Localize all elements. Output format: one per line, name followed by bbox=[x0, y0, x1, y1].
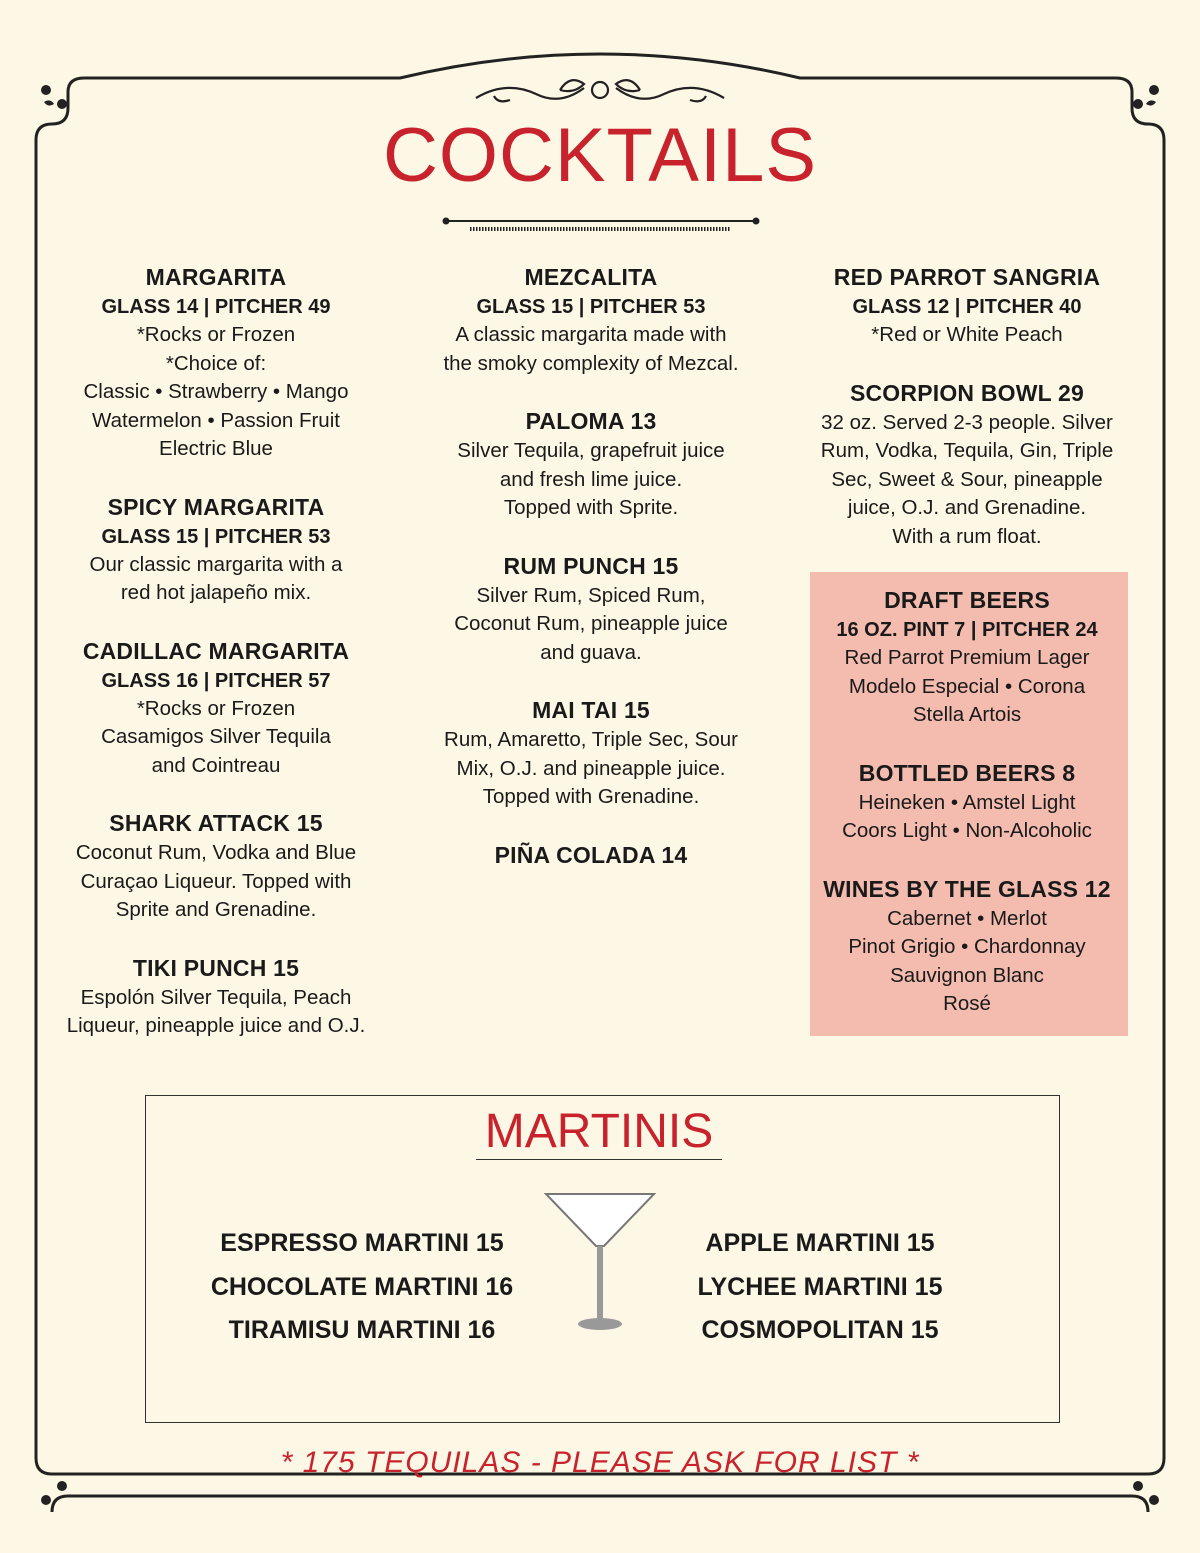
item-description: juice, O.J. and Grenadine. bbox=[847, 496, 1087, 519]
item-description: and guava. bbox=[540, 640, 642, 664]
item-description: With a rum float. bbox=[892, 524, 1042, 548]
menu-item bbox=[46, 492, 386, 608]
item-description: Stella Artois bbox=[912, 703, 1022, 726]
title-underline bbox=[443, 218, 759, 229]
menu-item bbox=[46, 636, 386, 781]
item-description: Liqueur, pineapple juice and O.J. bbox=[66, 1014, 366, 1037]
item-name: RED PARROT SANGRIA bbox=[833, 264, 1101, 290]
item-description: *Rocks or Frozen bbox=[136, 323, 296, 346]
beer-wine-list bbox=[797, 585, 1137, 1047]
page-title: COCKTAILS bbox=[382, 113, 818, 198]
item-name: SHARK ATTACK 15 bbox=[109, 810, 323, 836]
item-name: TIKI PUNCH 15 bbox=[132, 954, 300, 981]
martini-item: ESPRESSO MARTINI 15 bbox=[220, 1229, 504, 1257]
item-description: Sec, Sweet & Sour, pineapple bbox=[831, 467, 1103, 491]
item-name: DRAFT BEERS bbox=[884, 587, 1050, 613]
item-description: and Cointreau bbox=[151, 753, 281, 777]
martini-list-right bbox=[610, 1222, 1030, 1353]
item-description: Our classic margarita with a bbox=[89, 552, 343, 576]
item-description: Topped with Grenadine. bbox=[482, 785, 700, 808]
item-description: Modelo Especial • Corona bbox=[848, 674, 1086, 698]
menu-item bbox=[46, 808, 386, 925]
item-price: GLASS 14 | PITCHER 49 bbox=[101, 296, 331, 318]
menu-item bbox=[797, 874, 1137, 1019]
item-price: GLASS 15 | PITCHER 53 bbox=[101, 525, 331, 548]
item-description: Coors Light • Non-Alcoholic bbox=[842, 819, 1092, 842]
item-description: *Choice of: bbox=[165, 351, 267, 375]
item-description: Sprite and Grenadine. bbox=[115, 898, 317, 921]
menu-item bbox=[421, 551, 761, 668]
item-description: Espolón Silver Tequila, Peach bbox=[80, 985, 352, 1009]
item-price: GLASS 12 | PITCHER 40 bbox=[852, 296, 1082, 318]
item-description: Casamigos Silver Tequila bbox=[101, 725, 331, 748]
item-description: Pinot Grigio • Chardonnay bbox=[848, 935, 1086, 958]
item-description: and fresh lime juice. bbox=[499, 467, 683, 491]
item-name: CADILLAC MARGARITA bbox=[82, 637, 350, 664]
menu-item bbox=[421, 840, 761, 871]
martini-item: APPLE MARTINI 15 bbox=[705, 1229, 935, 1257]
item-description: Silver Rum, Spiced Rum, bbox=[476, 583, 706, 607]
item-name: BOTTLED BEERS 8 bbox=[858, 759, 1076, 786]
menu-item bbox=[421, 695, 761, 812]
item-price: GLASS 15 | PITCHER 53 bbox=[476, 296, 706, 318]
martini-list-left bbox=[152, 1222, 572, 1353]
menu-item bbox=[46, 262, 386, 464]
menu-item bbox=[797, 262, 1137, 350]
item-description: Coconut Rum, pineapple juice bbox=[454, 612, 728, 635]
item-description: the smoky complexity of Mezcal. bbox=[443, 351, 739, 375]
item-description: *Red or White Peach bbox=[871, 323, 1063, 346]
menu-item bbox=[421, 406, 761, 523]
item-price: GLASS 16 | PITCHER 57 bbox=[101, 669, 331, 692]
item-description: Rum, Vodka, Tequila, Gin, Triple bbox=[820, 439, 1114, 462]
item-description: Classic • Strawberry • Mango bbox=[83, 380, 349, 403]
martini-title-rule bbox=[476, 1159, 722, 1160]
martini-title: MARTINIS bbox=[484, 1105, 714, 1158]
item-description: Curaçao Liqueur. Topped with bbox=[80, 869, 352, 893]
item-name: MARGARITA bbox=[145, 264, 287, 290]
martini-glass-icon bbox=[540, 1188, 660, 1334]
menu-item bbox=[421, 262, 761, 378]
item-description: Coconut Rum, Vodka and Blue bbox=[75, 841, 357, 864]
item-name: MAI TAI 15 bbox=[532, 697, 650, 723]
martini-item: COSMOPOLITAN 15 bbox=[701, 1316, 939, 1344]
item-name: SPICY MARGARITA bbox=[107, 493, 325, 520]
item-description: Cabernet • Merlot bbox=[887, 906, 1047, 930]
item-name: PIÑA COLADA 14 bbox=[494, 841, 688, 868]
cocktail-column-2 bbox=[421, 262, 761, 899]
menu-item bbox=[797, 758, 1137, 846]
menu-item bbox=[46, 953, 386, 1041]
item-description: Rum, Amaretto, Triple Sec, Sour bbox=[444, 728, 738, 751]
item-name: MEZCALITA bbox=[524, 264, 658, 290]
item-name: SCORPION BOWL 29 bbox=[849, 379, 1085, 406]
item-name: RUM PUNCH 15 bbox=[503, 552, 679, 579]
scroll-ornament-icon bbox=[476, 80, 724, 101]
menu-item bbox=[797, 585, 1137, 730]
item-description: red hot jalapeño mix. bbox=[120, 581, 312, 604]
item-description: A classic margarita made with bbox=[455, 323, 727, 346]
martini-item: LYCHEE MARTINI 15 bbox=[697, 1272, 943, 1301]
item-price: 16 OZ. PINT 7 | PITCHER 24 bbox=[836, 619, 1098, 641]
cocktail-column-3 bbox=[797, 262, 1137, 579]
item-description: Mix, O.J. and pineapple juice. bbox=[456, 756, 726, 780]
item-description: Silver Tequila, grapefruit juice bbox=[457, 439, 725, 462]
item-description: Red Parrot Premium Lager bbox=[844, 646, 1090, 669]
item-description: 32 oz. Served 2-3 people. Silver bbox=[821, 410, 1113, 434]
item-description: Electric Blue bbox=[159, 437, 273, 460]
item-description: Topped with Sprite. bbox=[503, 496, 679, 519]
menu-item bbox=[797, 378, 1137, 552]
item-description: Heineken • Amstel Light bbox=[858, 790, 1076, 814]
cocktail-column-1 bbox=[46, 262, 386, 1069]
item-description: Sauvignon Blanc bbox=[890, 963, 1044, 987]
tequila-footer: * 175 TEQUILAS - PLEASE ASK FOR LIST * bbox=[280, 1446, 920, 1479]
item-name: PALOMA 13 bbox=[525, 408, 657, 434]
martini-item: TIRAMISU MARTINI 16 bbox=[228, 1316, 496, 1344]
martini-item: CHOCOLATE MARTINI 16 bbox=[210, 1272, 514, 1301]
item-description: Watermelon • Passion Fruit bbox=[92, 408, 340, 432]
item-description: Rosé bbox=[943, 992, 991, 1015]
item-name: WINES BY THE GLASS 12 bbox=[823, 875, 1111, 902]
item-description: *Rocks or Frozen bbox=[136, 696, 296, 720]
